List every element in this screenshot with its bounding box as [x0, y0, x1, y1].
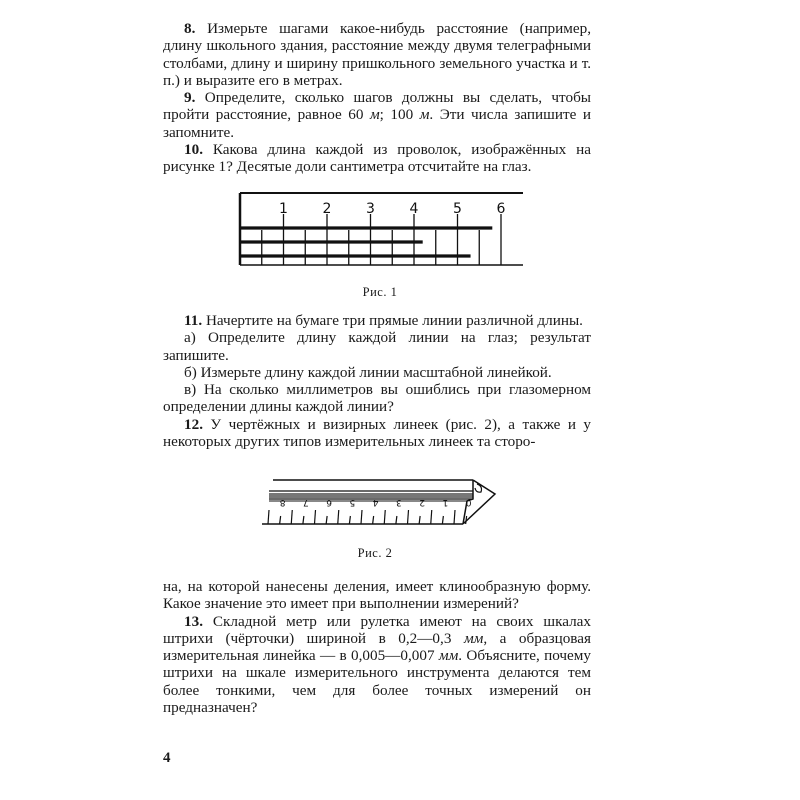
scale-tick [384, 510, 385, 524]
scale-tick [419, 516, 420, 524]
exercise-11c: в) На сколько миллиметров вы ошиблись при глазомерном определении длины каждой линии? [163, 381, 591, 416]
scale-label: 1 [442, 497, 449, 507]
scale-label: 4 [372, 497, 379, 507]
scale-tick [315, 510, 316, 524]
exercise-11a: а) Определите длину каждой линии на глаз; результат запишите. [163, 329, 591, 364]
scale-label: 6 [496, 201, 506, 217]
scale-tick [349, 516, 350, 524]
unit: м [369, 106, 380, 124]
exercise-9 [163, 89, 591, 141]
scale-tick [291, 510, 292, 524]
page-number: 4 [163, 750, 171, 766]
scale-tick [373, 516, 374, 524]
scale-tick [466, 516, 467, 524]
exercise-text: Складной метр или рулетка имеют на своих шкалах штрихи (чёрточки) шириной в 0,2—0,3 [163, 612, 592, 647]
scale-tick [268, 510, 269, 524]
scale-label: 2 [419, 497, 425, 507]
exercise-text: ; 100 [379, 106, 420, 124]
scale-label: 5 [453, 201, 462, 217]
scale-tick [442, 516, 443, 524]
unit: мм [463, 629, 484, 647]
exercise-11b: б) Измерьте длину каждой линии масштабной линейкой. [184, 363, 552, 381]
scale-tick [396, 516, 397, 524]
exercise-10 [163, 141, 591, 176]
page-text-middle [163, 312, 591, 450]
scale-tick [408, 510, 409, 524]
scale-tick [303, 516, 304, 524]
exercise-number: 10. [184, 141, 203, 159]
exercise-text: . Эти числа запишите и запомните. [163, 106, 591, 141]
figure-1-ruler [233, 188, 523, 270]
scale-label: 3 [366, 201, 375, 217]
scale-label: 2 [322, 201, 332, 217]
page-text-top [163, 20, 591, 176]
page-text-bottom [163, 578, 591, 716]
exercise-11 [163, 312, 591, 329]
scale-label: 8 [279, 497, 286, 507]
exercise-text: . Объясните, почему штрихи на шкале измерительного инструмента делаются тем более тонкими, чем для более точных измерений он предназначен? [163, 647, 591, 717]
exercise-text: Какова длина каждой из проволок, изображённых на рисунке 1? Десятые доли сантиметра отсчитайте на глаз. [163, 141, 591, 176]
figure-2-ruler [255, 470, 505, 530]
exercise-number: 8. [184, 20, 196, 37]
figure-2-caption: Рис. 2 [357, 546, 393, 560]
scale-label: 5 [349, 497, 356, 507]
exercise-12 [163, 416, 591, 451]
exercise-number: 11. [184, 312, 203, 329]
scale-label: 3 [396, 497, 402, 507]
scale-tick [338, 510, 339, 524]
exercise-13 [163, 613, 591, 717]
scale-tick [431, 510, 432, 524]
scale-tick [361, 510, 362, 524]
unit: м [419, 106, 430, 124]
scale-label: 6 [326, 497, 332, 507]
exercise-text: Определите, сколько шагов должны вы сделать, чтобы пройти расстояние, равное 60 [163, 89, 592, 124]
exercise-number: 13. [184, 612, 203, 630]
scale-tick [326, 516, 327, 524]
scale-label: 0 [465, 497, 472, 507]
exercise-12-continued: на, на которой нанесены деления, имеет клинообразную форму. Какое значение это имеет при выполнении измерений? [163, 578, 591, 613]
scale-label: 1 [279, 201, 288, 217]
exercise-text: Измерьте шагами какое-нибудь расстояние (например, длину школьного здания, расстояние между двумя телеграфными столбами, длину и ширину пришкольного земельного участка и т. п.) и выразите его в метрах. [163, 20, 591, 89]
exercise-text: Начертите на бумаге три прямые линии различной длины. [205, 312, 583, 329]
exercise-number: 12. [184, 415, 203, 433]
scale-tick [454, 510, 455, 524]
scale-tick [280, 516, 281, 524]
ruler-groove [269, 493, 473, 498]
scale-label: 7 [303, 497, 309, 507]
exercise-text: У чертёжных и визирных линеек (рис. 2), а также и у некоторых других типов измерительных линеек та сторо- [163, 415, 592, 451]
unit: мм [438, 647, 459, 665]
exercise-number: 9. [184, 89, 196, 107]
scale-label: 4 [409, 201, 419, 217]
exercise-8 [163, 20, 591, 89]
figure-1-caption: Рис. 1 [362, 285, 398, 299]
exercise-text: , а образцовая измерительная линейка — в 0,005—0,007 [163, 629, 591, 665]
